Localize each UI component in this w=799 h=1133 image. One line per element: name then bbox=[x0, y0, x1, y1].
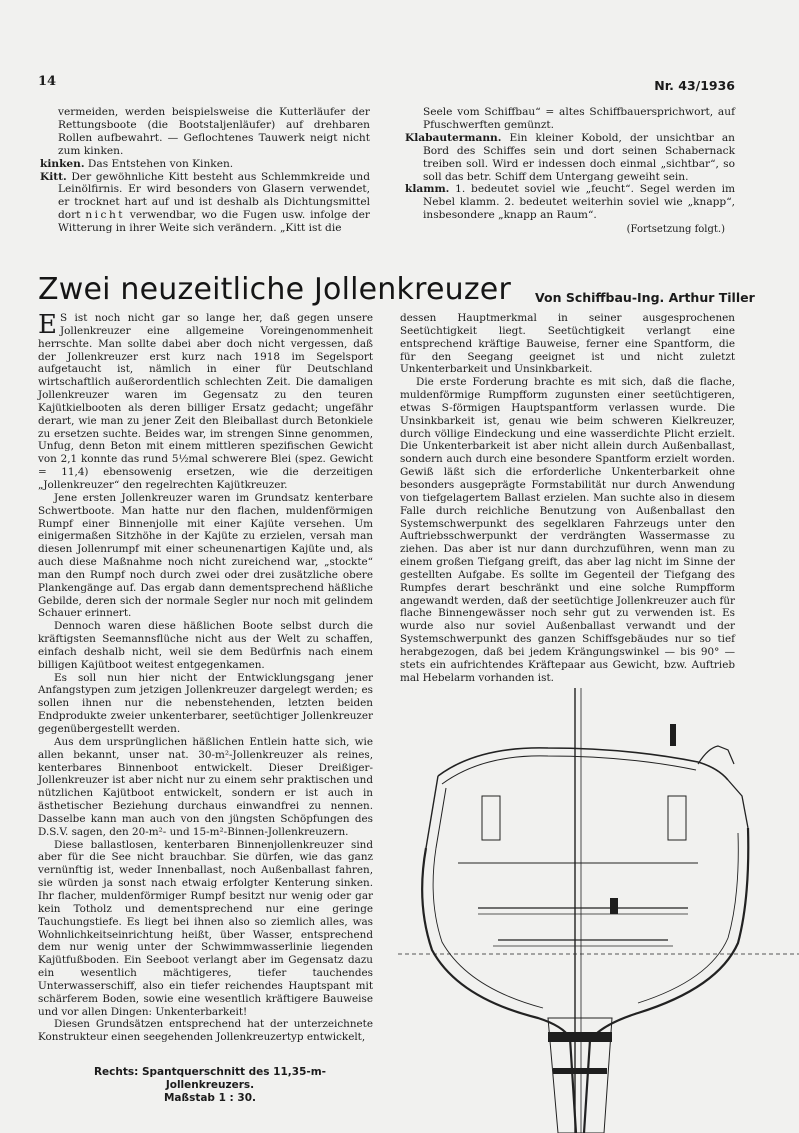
inner-planking-starboard bbox=[638, 833, 738, 1003]
glossary-text: Der gewöhnliche Kitt besteht aus Schlemmkreide und Leinölfirnis. Er wird besonders von Glasern verwendet, er trocknet hart auf und ist deshalb als Dichtungsmittel dort bbox=[58, 170, 371, 222]
article-paragraph: Diesen Grundsätzen entsprechend hat der unterzeichnete Konstrukteur einen seegehenden Jollenkreuzertyp entwickelt, bbox=[38, 1018, 373, 1044]
glossary-term: Kitt. bbox=[40, 170, 67, 183]
glossary-left-column bbox=[40, 106, 370, 235]
keel-bolt-plate bbox=[553, 1068, 607, 1074]
glossary-entry: Seele vom Schiffbau“ = altes Schiffbauersprichwort, auf Pfuschwerften gemünzt. bbox=[423, 106, 735, 131]
article-title: Zwei neuzeitliche Jollenkreuzer bbox=[38, 272, 511, 307]
article-paragraph: Die erste Forderung brachte es mit sich, daß die flache, muldenförmige Rumpfform zugunsten einer seetüchtigeren, etwas S-förmigen Hauptspantform verlassen wurde. Die Unsinkbarkeit ist, genau wie beim schweren Kielkreuzer, durch völlige Eindeckung und eine wasserdichte Plicht erzielt. Die Unkenterbarkeit ist aber nicht allein durch Außenballast, sondern auch durch eine besondere Spantform erzielt worden. Gewiß läßt sich die erforderliche Unkenterbarkeit ohne besonders ausgeprägte Formstabilität nur durch Anwendung von tiefgelagertem Ballast erzielen. Man suchte also in diesem Falle durch reichliche Benutzung von Außenballast den Systemschwerpunkt des segelklaren Fahrzeugs unter den Auftriebsschwerpunkt der verdrängten Wassermasse zu ziehen. Das aber ist nur dann durchzuführen, wenn man zu einem großen Tiefgang greift, das aber lag nicht im Sinne der gestellten Aufgabe. Es sollte im Gegenteil der Tiefgang des Rumpfes derart beschränkt und eine solche Rumpfform angewandt werden, daß der seetüchtige Jollenkreuzer auch für flache Binnengewässer noch sehr gut zu verwenden ist. Es wurde also nur soviel Außenballast verwandt und der Systemschwerpunkt des ganzen Schiffsgebäudes nur so tief herabgezogen, daß bei jedem Krängungswinkel — bis 90° — stets ein aufrichtendes Kräftepaar aus Gewicht, bzw. Auftrieb mal Hebelarm vorhanden ist. bbox=[400, 376, 735, 684]
porthole-window bbox=[482, 796, 500, 840]
caption-line: Maßstab 1 : 30. bbox=[163, 1092, 257, 1104]
paragraph-text: S ist noch nicht gar so lange her, daß gegen unsere Jollenkreuzer eine allgemeine Voreingenommenheit herrschte. Man sollte dabei aber doch nicht vergessen, daß der Jollenkreuzer erst kurz nach 1918 im Segelsport aufgetaucht ist, nämlich in einer für Deutschland wirtschaftlich außerordentlich schlechten Zeit. Die damaligen Jollenkreuzer waren im Gegensatz zu den teuren Kajütkielbooten als deren billiger Ersatz gedacht; ungefähr derart, wie man zu jener Zeit den Bleiballast durch Betonkiele zu ersetzen suchte. Beides war, im strengen Sinne genommen, Unfug, denn Beton mit einem mittleren spezifischen Gewicht von 2,1 konnte das rund 5½mal schwerere Blei (spez. Gewicht = 11,4) ebensowenig ersetzen, wie die derzeitigen „Jollenkreuzer“ den regelrechten Kajütkreuzer. bbox=[38, 312, 373, 491]
article-right-column bbox=[400, 312, 735, 684]
glossary-entry bbox=[40, 171, 370, 236]
stanchion-detail bbox=[610, 898, 618, 914]
drop-cap: E bbox=[38, 310, 57, 340]
article-paragraph: Aus dem ursprünglichen häßlichen Entlein hatte sich, wie allen bekannt, unser nat. 30-m²-Jollenkreuzer als reines, kenterbares Binnenboot entwickelt. Dieser Dreißiger-Jollenkreuzer ist aber nicht nur zu einem sehr praktischen und nützlichen Kajütboot entwickelt, sondern er ist auch in ästhetischer Beziehung durchaus einwandfrei zu nennen. Dasselbe kann man auch von den jüngsten Schöpfungen des D.S.V. sagen, den 20-m²- und 15-m²-Binnen-Jollenkreuzern. bbox=[38, 735, 373, 838]
glossary-entry bbox=[405, 132, 735, 184]
figure-caption bbox=[60, 1066, 360, 1105]
glossary-text: verwendbar, wo die Fugen usw. infolge der Witterung in ihrer Weite sich verändern. „Kitt ist die bbox=[58, 209, 370, 235]
glossary-entry bbox=[405, 183, 735, 222]
glossary-entry: vermeiden, werden beispielsweise die Kutterläufer der Rettungsboote (die Bootstaljenläufer) auf drehbaren Rollen aufbewahrt. — Geflochtenes Tauwerk neigt nicht zum kinken. bbox=[58, 106, 370, 157]
glossary-term: Klabautermann. bbox=[405, 131, 502, 144]
glossary-entry bbox=[40, 158, 370, 171]
cabin-roof-inner-line bbox=[442, 756, 696, 784]
deck-edge-line bbox=[728, 780, 748, 828]
continuation-note: (Fortsetzung folgt.) bbox=[626, 224, 725, 236]
article-paragraph: Diese ballastlosen, kenterbaren Binnenjollenkreuzer sind aber für die See nicht brauchbar. Sie dürfen, wie das ganz vernünftig ist, weder Innenballast, noch Außenballast fahren, sie würden ja sonst nach etwaig erfolgter Kenterung sinken. Ihr flacher, muldenförmiger Rumpf besitzt nur wenig oder gar kein Totholz und dementsprechend nur eine geringe Tauchungstiefe. Es liegt bei ihnen also so ziemlich alles, was Wohnlichkeitseinrichtung heißt, über Wasser, entsprechend dem nur wenig unter der Schwimmwasserlinie liegenden Kajütfußboden. Ein Seeboot verlangt aber im Gegensatz dazu ein wesentlich mächtigeres, tiefer tauchendes Unterwasserschiff, also ein tiefer reichendes Hauptspant mit schärferem Boden, sowie eine wesentlich kräftigere Bauweise und vor allen Dingen: Unkenterbarkeit! bbox=[38, 838, 373, 1018]
glossary-term: klamm. bbox=[405, 183, 450, 196]
article-author: Von Schiffbau-Ing. Arthur Tiller bbox=[535, 290, 755, 305]
page-number: 14 bbox=[38, 74, 57, 89]
issue-number: Nr. 43/1936 bbox=[654, 78, 735, 93]
glossary-text: 1. bedeutet soviel wie „feucht“. Segel werden im Nebel klamm. 2. bedeutet weiterhin soviel wie „knapp“, insbesondere „knapp an Raum“. bbox=[423, 183, 735, 222]
cabin-side-line bbox=[426, 776, 438, 848]
hull-cross-section-drawing bbox=[398, 688, 799, 1133]
article-paragraph: Es soll nun hier nicht der Entwicklungsgang jener Anfangstypen zum jetzigen Jollenkreuzer dargelegt werden; es sollen ihnen nur die nebenstehenden, letzten beiden Endprodukte zweier unkenterbarer, seetüchtiger Jollenkreuzer gegenübergestellt werden. bbox=[38, 671, 373, 735]
glossary-text: Das Entstehen von Kinken. bbox=[87, 157, 234, 170]
winch-detail bbox=[670, 724, 676, 746]
cabin-side-line bbox=[436, 788, 446, 848]
hull-outline-port bbox=[422, 848, 576, 1133]
article-paragraph: Dennoch waren diese häßlichen Boote selbst durch die kräftigsten Seemannsflüche nicht aus der Welt zu schaffen, einfach deshalb nicht, weil sie dem Bedürfnis nach einem billigen Kajütboot weitest entgegenkamen. bbox=[38, 620, 373, 671]
glossary-text: Ein kleiner Kobold, der unsichtbar an Bord des Schiffes sein und dort seinen Schabernack treiben soll. Wird er indessen doch einmal „sichtbar“, so soll das betr. Schiff dem Untergang geweiht sein. bbox=[423, 131, 735, 183]
glossary-right-column bbox=[405, 106, 735, 237]
glossary-term: kinken. bbox=[40, 157, 85, 170]
hull-outline-starboard bbox=[584, 828, 748, 1133]
article-paragraph: Jene ersten Jollenkreuzer waren im Grundsatz kenterbare Schwertboote. Man hatte nur den flachen, muldenförmigen Rumpf einer Binnenjolle mit einer Kajüte versehen. Um einigermaßen Sitzhöhe in der Kajüte zu erzielen, versah man diesen Jollenrumpf mit einer scheunenartigen Kajüte und, als auch diese Maßnahme noch nicht zureichend war, „stockte“ man den Rumpf noch durch zwei oder drei zusätzliche obere Plankengänge auf. Das ergab dann dementsprechend häßliche Gebilde, deren sich der normale Segler nur noch mit gelindem Schauer erinnert. bbox=[38, 491, 373, 620]
inner-planking-port bbox=[433, 848, 543, 1008]
keel-bolt-plate bbox=[548, 1032, 612, 1042]
coaming-line bbox=[698, 746, 734, 764]
spaced-emphasis: nicht bbox=[85, 209, 126, 222]
article-paragraph bbox=[38, 312, 373, 492]
porthole-window bbox=[668, 796, 686, 840]
article-paragraph: dessen Hauptmerkmal in seiner ausgesprochenen Seetüchtigkeit liegt. Seetüchtigkeit verlangt eine entsprechend kräftige Bauweise, ferner eine Spantform, die für den Seegang geeignet ist und nicht zuletzt Unkenterbarkeit und Unsinkbarkeit. bbox=[400, 312, 735, 376]
caption-line: Rechts: Spantquerschnitt des 11,35-m-Jollenkreuzers. bbox=[93, 1066, 327, 1091]
article-left-column bbox=[38, 312, 373, 1044]
